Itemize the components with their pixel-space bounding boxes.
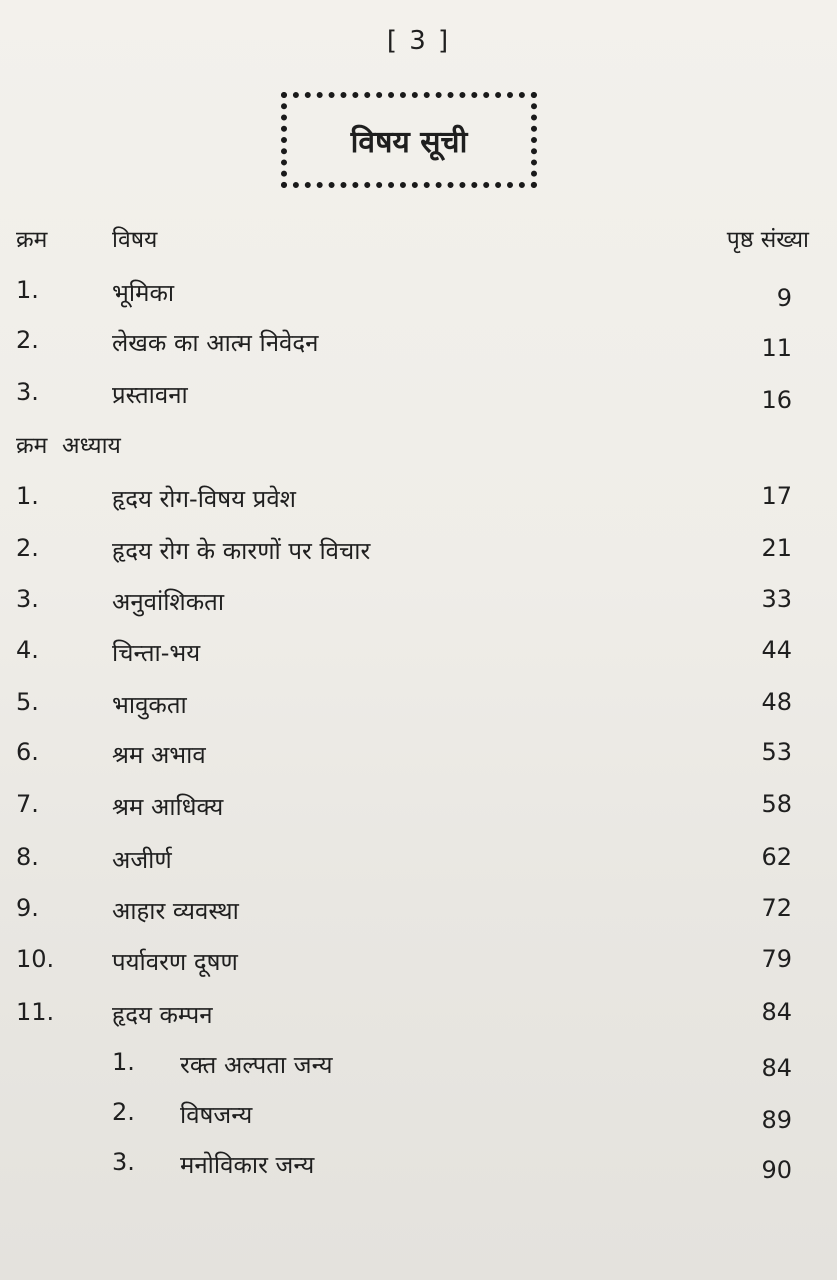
toc-page: 11	[761, 334, 792, 362]
toc-number: 6.	[16, 738, 39, 766]
toc-title: लेखक का आत्म निवेदन	[112, 329, 319, 357]
toc-row	[0, 326, 837, 374]
toc-title: चिन्ता-भय	[112, 639, 201, 667]
toc-row	[0, 378, 837, 426]
title-box	[281, 92, 537, 188]
toc-subtitle: विषजन्य	[180, 1101, 253, 1129]
toc-subrow	[0, 1048, 837, 1096]
table-header	[0, 222, 837, 270]
toc-number: 5.	[16, 688, 39, 716]
toc-page: 44	[761, 636, 792, 664]
toc-row	[0, 945, 837, 993]
toc-title: भूमिका	[112, 279, 175, 307]
toc-page: 84	[761, 1054, 792, 1082]
toc-number: 2.	[16, 326, 39, 354]
toc-page: 9	[776, 284, 792, 312]
toc-subtitle: रक्त अल्पता जन्य	[180, 1051, 333, 1079]
toc-subnumber: 2.	[112, 1098, 135, 1126]
toc-number: 8.	[16, 843, 39, 871]
toc-title: हृदय रोग के कारणों पर विचार	[112, 537, 371, 565]
toc-subnumber: 1.	[112, 1048, 135, 1076]
toc-number: 9.	[16, 894, 39, 922]
toc-title: हृदय कम्पन	[112, 1001, 213, 1029]
toc-title: अनुवांशिकता	[112, 588, 225, 616]
toc-row	[0, 843, 837, 891]
toc-title: भावुकता	[112, 691, 187, 719]
toc-row	[0, 585, 837, 633]
toc-subnumber: 3.	[112, 1148, 135, 1176]
toc-row	[0, 636, 837, 684]
chapter-header-label: क्रम अध्याय	[16, 433, 121, 459]
toc-subrow	[0, 1148, 837, 1196]
toc-title: हृदय रोग-विषय प्रवेश	[112, 485, 296, 513]
toc-subrow	[0, 1098, 837, 1146]
page-number: [ 3 ]	[386, 26, 451, 56]
toc-page: 79	[761, 945, 792, 973]
toc-page: 53	[761, 738, 792, 766]
toc-title: श्रम अभाव	[112, 741, 206, 769]
toc-page: 72	[761, 894, 792, 922]
toc-row	[0, 738, 837, 786]
toc-row	[0, 790, 837, 838]
toc-page: 90	[761, 1156, 792, 1184]
page-title: विषय सूची	[350, 124, 468, 160]
toc-number: 11.	[16, 998, 55, 1026]
toc-row	[0, 534, 837, 582]
toc-row	[0, 276, 837, 324]
toc-page: 17	[761, 482, 792, 510]
toc-title: आहार व्यवस्था	[112, 897, 239, 925]
toc-title: पर्यावरण दूषण	[112, 948, 238, 976]
toc-row	[0, 482, 837, 530]
toc-subtitle: मनोविकार जन्य	[180, 1151, 315, 1179]
toc-row	[0, 998, 837, 1046]
toc-page: 21	[761, 534, 792, 562]
toc-title: प्रस्तावना	[112, 381, 188, 409]
toc-number: 4.	[16, 636, 39, 664]
toc-number: 1.	[16, 276, 39, 304]
header-page: पृष्ठ संख्या	[726, 227, 809, 253]
header-subject: विषय	[112, 227, 158, 253]
chapter-header	[0, 428, 837, 476]
toc-number: 1.	[16, 482, 39, 510]
toc-page: 89	[761, 1106, 792, 1134]
toc-page: 58	[761, 790, 792, 818]
toc-page: 62	[761, 843, 792, 871]
toc-number: 10.	[16, 945, 55, 973]
toc-number: 3.	[16, 585, 39, 613]
toc-number: 7.	[16, 790, 39, 818]
toc-title: श्रम आधिक्य	[112, 793, 224, 821]
toc-row	[0, 894, 837, 942]
toc-page: 16	[761, 386, 792, 414]
toc-number: 2.	[16, 534, 39, 562]
header-serial: क्रम	[16, 227, 48, 253]
toc-row	[0, 688, 837, 736]
toc-number: 3.	[16, 378, 39, 406]
toc-page: 33	[761, 585, 792, 613]
toc-page: 48	[761, 688, 792, 716]
toc-title: अजीर्ण	[112, 846, 172, 874]
toc-page: 84	[761, 998, 792, 1026]
